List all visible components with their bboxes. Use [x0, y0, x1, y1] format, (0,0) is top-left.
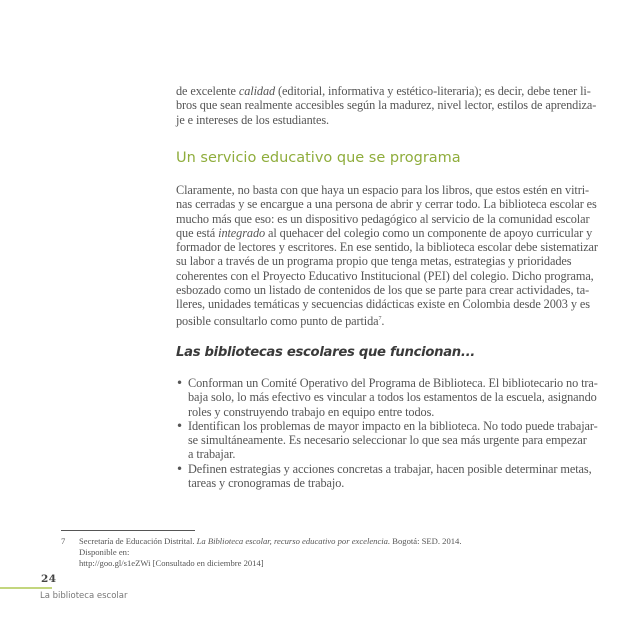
section-1-paragraph [176, 183, 598, 328]
text-line: bros que sean realmente accesibles según la madurez, nivel lector, estilos de aprendiza- [176, 98, 597, 113]
section-heading-servicio-educativo: Un servicio educativo que se programa [176, 150, 461, 166]
text-line: Definen estrategias y acciones concretas a trabajar, hacen posible determinar metas, [188, 461, 592, 476]
text-line: posible consultarlo como punto de partida$^7$. [176, 313, 385, 328]
text-line: esbozado como un listado de contenidos de los que se parte para crear actividades, ta- [176, 283, 590, 298]
text-line: nas cerradas y se encargue a una persona de abrir y cerrar todo. La biblioteca escolar es [176, 197, 597, 212]
bullet-icon: • [176, 461, 184, 476]
page-number: 24 [41, 573, 57, 585]
list-item [176, 376, 598, 419]
text-line: a trabajar. [188, 447, 236, 462]
footnote-text: Bogotá: SED. 2014. Disponible en: [79, 536, 462, 557]
running-title: La biblioteca escolar [40, 591, 128, 601]
intro-paragraph [176, 84, 597, 127]
bullet-icon: • [176, 418, 184, 433]
text-line: roles y construyendo trabajo en equipo entre todos. [188, 404, 435, 419]
footer-accent-line [0, 587, 52, 589]
footnote [61, 536, 491, 569]
text-line: mucho más que eso: es un dispositivo pedagógico al servicio de la comunidad escolar [176, 211, 590, 226]
text-line: Conforman un Comité Operativo del Programa de Biblioteca. El bibliotecario no tra- [188, 376, 598, 390]
footnote-title: La Biblioteca escolar, recurso educativo por excelencia. [196, 536, 391, 546]
text-line: baja solo, lo más efectivo es vincular a todos los estamentos de la escuela, asignando [188, 390, 597, 405]
footnote-text: Secretaría de Educación Distrital. [79, 536, 197, 546]
footnote-reference[interactable]: 7 [378, 315, 382, 322]
text-line: tareas y cronogramas de trabajo. [188, 476, 345, 491]
text-line: lleres, unidades temáticas y secuencias didácticas existe en Colombia desde 2003 y es [176, 297, 590, 312]
text-line: Claramente, no basta con que haya un espacio para los libros, que estos estén en vitri- [176, 183, 590, 197]
text-line: que está integrado al quehacer del colegio como un componente de apoyo curricular y [176, 225, 593, 240]
section-heading-bibliotecas-que-funcionan: Las bibliotecas escolares que funcionan... [176, 345, 476, 360]
text-line: coherentes con el Proyecto Educativo Institucional (PEI) del colegio. Dicho programa, [176, 268, 594, 283]
text-line: se simultáneamente. Es necesario seleccionar lo que sea más urgente para empezar [188, 433, 587, 448]
footnote-number: 7 [61, 536, 66, 546]
text-line: formador de lectores y escritores. En ese sentido, la biblioteca escolar debe sistematizar [176, 240, 598, 255]
bullet-list [176, 376, 598, 491]
list-item [176, 418, 598, 462]
text-line: de excelente calidad (editorial, informativa y estético-literaria); es decir, debe tener li- [176, 84, 591, 98]
text-line: su labor a través de un programa propio que tenga metas, estrategias y prioridades [176, 254, 572, 269]
footnote-divider [61, 530, 195, 531]
list-item [176, 461, 592, 491]
text-line: Identifican los problemas de mayor impacto en la biblioteca. No todo puede trabajar- [188, 418, 598, 433]
bullet-icon: • [176, 376, 184, 390]
footnote-link[interactable]: http://goo.gl/s1eZWi [Consultado en diciembre 2014] [79, 558, 264, 568]
text-line: je e intereses de los estudiantes. [176, 112, 329, 127]
